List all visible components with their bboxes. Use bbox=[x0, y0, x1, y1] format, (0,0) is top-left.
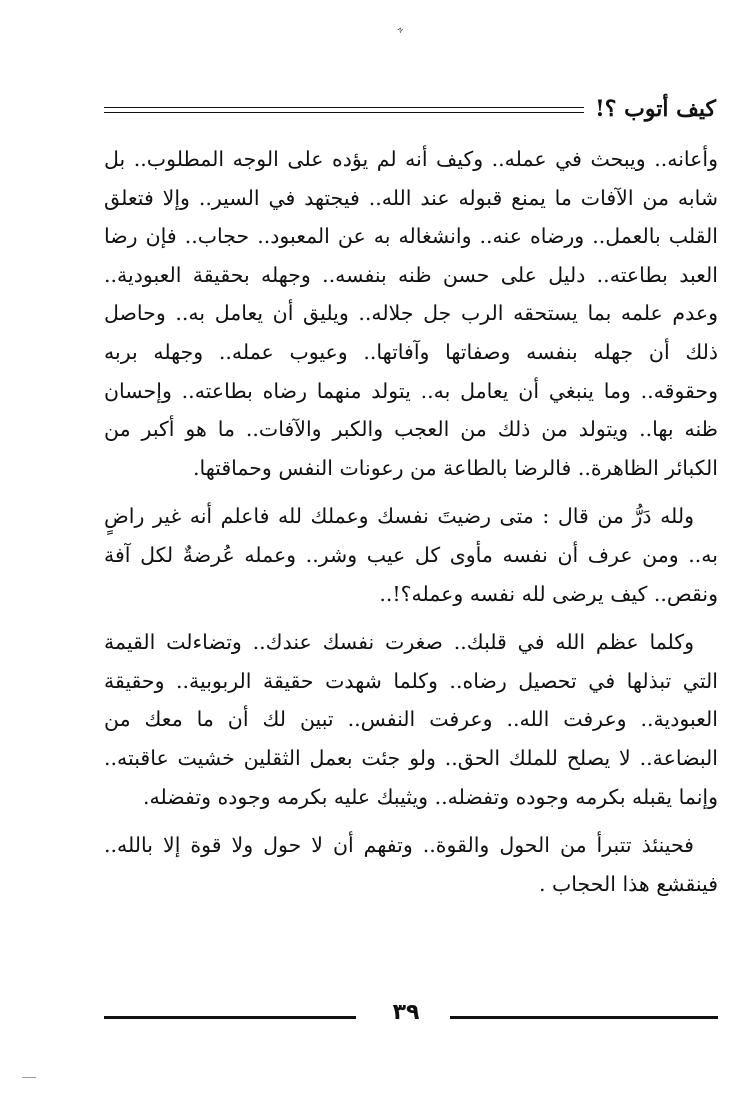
paragraph-4: فحينئذ تتبرأ من الحول والقوة.. وتفهم أن لا حول ولا قوة إلا بالله.. فينقشع هذا الحجاب . bbox=[104, 833, 718, 896]
header-rule bbox=[104, 107, 584, 113]
corner-mark: ﮩ bbox=[398, 18, 403, 34]
page-footer bbox=[104, 998, 718, 1034]
margin-mark bbox=[22, 1077, 36, 1078]
paragraph-3: وكلما عظم الله في قلبك.. صغرت نفسك عندك.. وتضاءلت القيمة التي تبذلها في تحصيل رضاه.. وكلما شهدت حقيقة الربوبية.. وحقيقة العبودية.. وعرفت الله.. وعرفت النفس.. تبين لك أن ما معك من البضاعة.. لا يصلح للملك الحق.. ولو جئت بعمل الثقلين خشيت عاقبته.. وإنما يقبله بكرمه وجوده وتفضله.. ويثيبك عليه بكرمه وجوده وتفضله. bbox=[104, 630, 718, 809]
running-title: كيف أتوب ؟! bbox=[595, 96, 716, 122]
page-number: ٣٩ bbox=[392, 1000, 420, 1025]
page-header bbox=[104, 96, 716, 126]
footer-rule-left bbox=[104, 1016, 356, 1019]
paragraph-2: ولله دَرُّ من قال : متى رضيتَ نفسك وعملك لله فاعلم أنه غير راضٍ به.. ومن عرف أن نفسه مأوى كل عيب وشر.. وعمله عُرضةٌ لكل آفة ونقص.. كيف يرضى لله نفسه وعمله؟!.. bbox=[104, 504, 718, 606]
page-body bbox=[104, 140, 718, 903]
paragraph-1: وأعانه.. ويبحث في عمله.. وكيف أنه لم يؤده على الوجه المطلوب.. بل شابه من الآفات ما يمنع قبوله عند الله.. فيجتهد في السير.. وإلا فتعلق القلب بالعمل.. ورضاه عنه.. وانشغاله به عن المعبود.. حجاب.. فإن رضا العبد بطاعته.. دليل على حسن ظنه بنفسه.. وجهله بحقيقة العبودية.. وعدم علمه بما يستحقه الرب جل جلاله.. ويليق أن يعامل به.. وحاصل ذلك أن جهله بنفسه وصفاتها وآفاتها.. وعيوب عمله.. وجهله بربه وحقوقه.. وما ينبغي أن يعامل به.. يتولد منهما رضاه بطاعته.. وإحسان ظنه بها.. ويتولد من ذلك من العجب والكبر والآفات.. ما هو أكبر من الكبائر الظاهرة.. فالرضا بالطاعة من رعونات النفس وحماقتها. bbox=[104, 147, 718, 480]
footer-rule-right bbox=[450, 1016, 718, 1019]
